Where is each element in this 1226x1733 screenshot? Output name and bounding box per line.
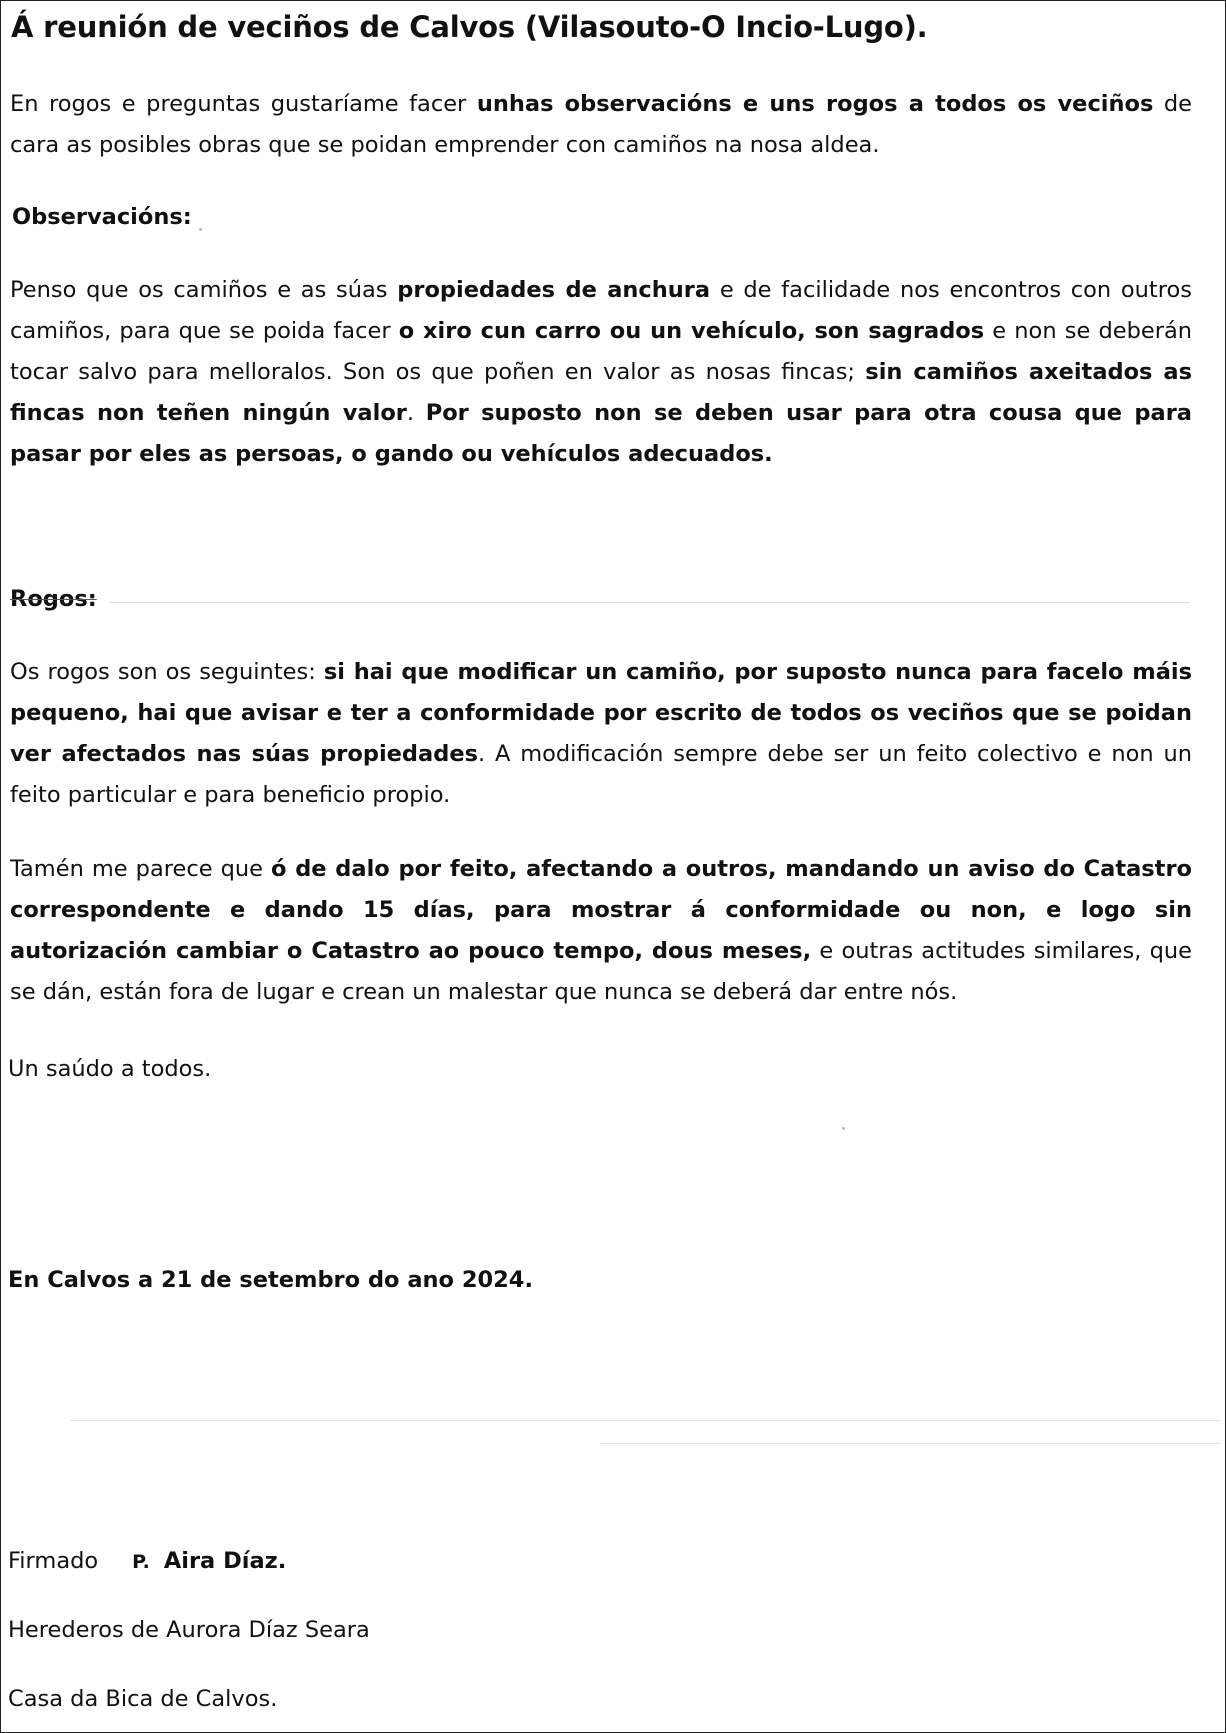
date-line: En Calvos a 21 de setembro do ano 2024.	[8, 1267, 534, 1293]
intro-bold-1: unhas observacións e uns rogos a todos os veciños	[476, 91, 1154, 117]
obs-text-1: Penso que os camiños e as súas	[10, 277, 398, 303]
req-text-2: . A modificación sempre debe ser un feito colectivo e non un feito particular e para beneficio propio.	[10, 741, 1192, 808]
intro-text-2: de cara as posibles obras que se poidan emprender con camiños na nosa aldea.	[10, 91, 1193, 158]
scan-speck	[842, 1127, 845, 1130]
obs-text-4: .	[406, 400, 426, 426]
observations-heading: Observacións:	[12, 204, 192, 230]
obs-bold-3: sin camiños axeitados as fincas non teñen ningún valor	[10, 359, 1192, 426]
also-paragraph	[10, 849, 1192, 1013]
intro-text-1: En rogos e preguntas gustaríame facer	[10, 91, 477, 117]
requests-paragraph	[10, 652, 1192, 816]
obs-text-2: e de facilidade nos encontros con outros camiños, para que se poida facer	[10, 277, 1192, 344]
obs-bold-4: Por suposto non se deben usar para otra cousa que para pasar por eles as persoas, o gando ou vehículos adecuados.	[10, 400, 1192, 467]
scan-line	[70, 1420, 1220, 1421]
req-text-1: Os rogos son os seguintes:	[10, 659, 324, 685]
greeting: Un saúdo a todos.	[8, 1056, 212, 1082]
also-text-2: e outras actitudes similares, que se dán, están fora de lugar e crean un malestar que nunca se deberá dar entre nós.	[10, 938, 1192, 1005]
signature-name: Aira Díaz.	[163, 1548, 287, 1574]
signature-label: Firmado	[8, 1548, 99, 1574]
observations-paragraph	[10, 270, 1192, 475]
scan-line	[110, 602, 1190, 603]
req-bold-1: si hai que modificar un camiño, por suposto nunca para facelo máis pequeno, hai que avisar e ter a conformidade por escrito de todos os veciños que se poidan ver afectados nas súas propiedades	[10, 659, 1192, 767]
scan-line	[600, 1443, 1220, 1444]
signature-initial: P.	[132, 1551, 150, 1573]
heirs-line: Herederos de Aurora Díaz Seara	[8, 1617, 370, 1643]
obs-text-3: e non se deberán tocar salvo para melloralos. Son os que poñen en valor as nosas fincas;	[10, 318, 1192, 385]
house-line: Casa da Bica de Calvos.	[8, 1686, 278, 1712]
signature-line	[8, 1548, 286, 1574]
obs-bold-1: propiedades de anchura	[397, 277, 711, 303]
intro-paragraph	[10, 84, 1192, 166]
scan-speck	[199, 228, 202, 231]
document-title: Á reunión de veciños de Calvos (Vilasouto-O Incio-Lugo).	[11, 10, 928, 44]
requests-heading: Rogos:	[10, 586, 97, 612]
also-text-1: Tamén me parece que	[10, 856, 272, 882]
also-bold-1: ó de dalo por feito, afectando a outros, mandando un aviso do Catastro correspondente e dando 15 días, para mostrar á conformidade ou non, e logo sin autorización cambiar o Catastro ao pouco tempo, dous meses,	[10, 856, 1192, 964]
obs-bold-2: o xiro cun carro ou un vehículo, son sagrados	[398, 318, 985, 344]
